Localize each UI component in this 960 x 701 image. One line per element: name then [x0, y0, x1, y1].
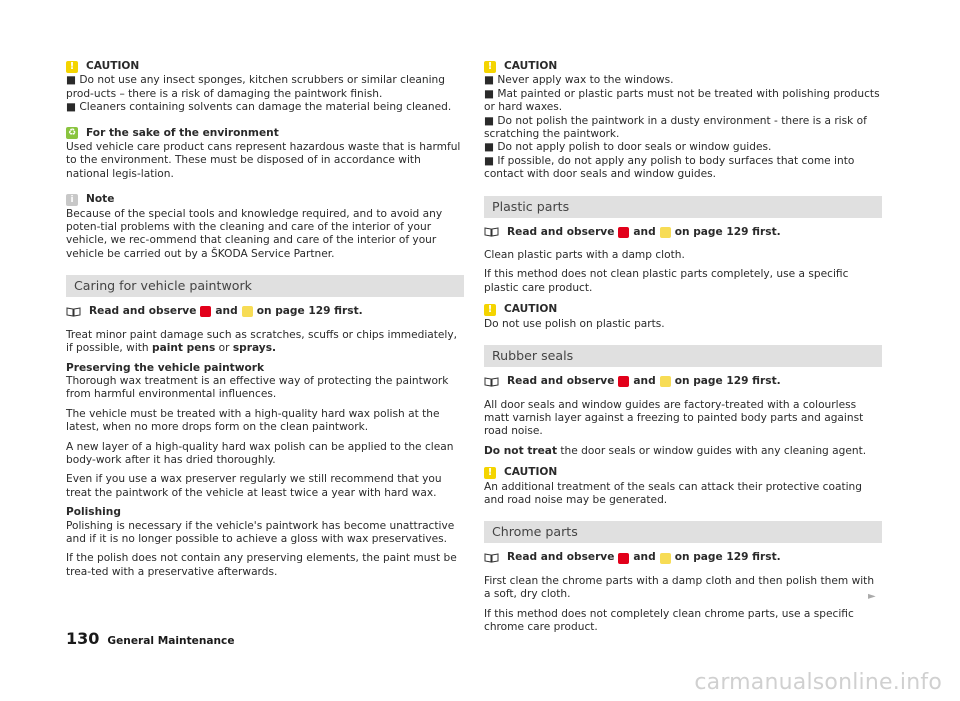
- caution-item: ■ Do not use any insect sponges, kitchen scrubbers or similar cleaning prod-ucts – there is a risk of damaging the paintwork finish.: [66, 74, 445, 100]
- paragraph: Treat minor paint damage such as scratches, scuffs or chips immediately, if possible, with paint pens or sprays.: [66, 328, 458, 355]
- book-icon: [66, 307, 81, 317]
- caution-icon: [484, 61, 496, 73]
- note-header: [66, 193, 464, 206]
- page-number: 130: [66, 629, 100, 648]
- ref-and: and: [633, 375, 656, 388]
- book-icon: [484, 227, 499, 237]
- recycle-icon: [66, 127, 78, 139]
- warning-icon: [200, 306, 211, 317]
- caution-small-icon: [660, 227, 671, 238]
- caution-item: ■ Cleaners containing solvents can damage the material being cleaned.: [66, 101, 452, 114]
- caution-icon: [484, 304, 496, 316]
- caution-header: [484, 466, 882, 479]
- ref-page: on page 129 first.: [256, 305, 363, 318]
- caution-text: Do not use polish on plastic parts.: [484, 317, 665, 330]
- left-column: [66, 60, 464, 585]
- watermark: carmanualsonline.info: [694, 670, 942, 695]
- caution-text: An additional treatment of the seals can attack their protective coating and road noise may be generated.: [484, 480, 862, 506]
- ref-page: on page 129 first.: [674, 551, 781, 564]
- paragraph: If this method does not clean plastic parts completely, use a specific plastic care product.: [484, 268, 849, 294]
- right-column: [484, 60, 882, 640]
- caution-title: CAUTION: [504, 466, 558, 479]
- section-heading-plastic: Plastic parts: [484, 196, 882, 218]
- caution-item: ■ If possible, do not apply any polish to body surfaces that come into contact with door seals and window guides.: [484, 154, 855, 181]
- book-icon: [484, 377, 499, 387]
- chapter-title: General Maintenance: [107, 635, 235, 647]
- ref-page: on page 129 first.: [674, 375, 781, 388]
- caution-item: ■ Never apply wax to the windows.: [484, 74, 674, 87]
- ref-and: and: [633, 225, 656, 238]
- subheading-polishing: Polishing: [66, 506, 121, 519]
- ref-and: and: [633, 551, 656, 564]
- warning-icon: [618, 227, 629, 238]
- caution-icon: [484, 467, 496, 479]
- page-footer: [66, 629, 235, 648]
- ref-and: and: [215, 305, 238, 318]
- caution-header: [66, 60, 464, 73]
- reference-line: [484, 551, 882, 564]
- subheading-preserving: Preserving the vehicle paintwork: [66, 361, 265, 374]
- caution-item: ■ Do not polish the paintwork in a dusty environment - there is a risk of scratching the paintwork.: [484, 114, 867, 141]
- warning-icon: [618, 553, 629, 564]
- ref-text: Read and observe: [507, 375, 615, 388]
- caution-title: CAUTION: [86, 60, 140, 72]
- paragraph: If the polish does not contain any preserving elements, the paint must be trea-ted with a preservative afterwards.: [66, 552, 457, 578]
- paragraph: Even if you use a wax preserver regularly we still recommend that you treat the paintwork of the vehicle at least twice a year with hard wax.: [66, 473, 442, 499]
- paragraph: The vehicle must be treated with a high-quality hard wax polish at the latest, when no more drops form on the clean paintwork.: [66, 407, 440, 434]
- paragraph: A new layer of a high-quality hard wax polish can be applied to the clean body-work after it has dried thoroughly.: [66, 440, 454, 466]
- section-heading-paintwork: Caring for vehicle paintwork: [66, 275, 464, 297]
- environment-text: Used vehicle care product cans represent hazardous waste that is harmful to the environment. These must be disposed of in accordance with national legis-lation.: [66, 141, 461, 180]
- book-icon: [484, 553, 499, 563]
- caution-small-icon: [660, 553, 671, 564]
- caution-header: [484, 303, 882, 316]
- reference-line: [484, 226, 882, 239]
- caution-icon: [66, 61, 78, 73]
- caution-small-icon: [660, 376, 671, 387]
- paragraph: All door seals and window guides are factory-treated with a colourless matt varnish layer against a freezing to painted body parts and against road noise.: [484, 398, 864, 438]
- ref-text: Read and observe: [89, 305, 197, 318]
- warning-icon: [618, 376, 629, 387]
- paragraph: First clean the chrome parts with a damp cloth and then polish them with a soft, dry cloth.: [484, 574, 875, 601]
- note-text: Because of the special tools and knowledge required, and to avoid any poten-tial problems with the cleaning and care of the interior of your vehicle, we rec-ommend that cleaning and care of the interior of your vehicle be carried out by a ŠKODA Service Partner.: [66, 207, 443, 260]
- section-heading-rubber: Rubber seals: [484, 345, 882, 367]
- paragraph: Do not treat the door seals or window guides with any cleaning agent.: [484, 444, 867, 457]
- section-heading-chrome: Chrome parts: [484, 521, 882, 543]
- caution-item: ■ Do not apply polish to door seals or window guides.: [484, 141, 772, 154]
- caution-title: CAUTION: [504, 303, 558, 316]
- paragraph: Clean plastic parts with a damp cloth.: [484, 249, 685, 262]
- environment-header: [66, 127, 464, 140]
- environment-title: For the sake of the environment: [86, 126, 279, 139]
- paragraph: Thorough wax treatment is an effective way of protecting the paintwork from harmful environmental influences.: [66, 374, 449, 401]
- caution-item: ■ Mat painted or plastic parts must not be treated with polishing products or hard waxes.: [484, 87, 880, 114]
- caution-header: [484, 60, 882, 73]
- ref-page: on page 129 first.: [674, 225, 781, 238]
- reference-line: [484, 375, 882, 388]
- note-title: Note: [86, 193, 115, 206]
- paragraph: If this method does not completely clean chrome parts, use a specific chrome care product.: [484, 607, 854, 633]
- continue-arrow-icon: ►: [868, 591, 876, 602]
- caution-small-icon: [242, 306, 253, 317]
- ref-text: Read and observe: [507, 225, 615, 238]
- caution-title: CAUTION: [504, 60, 558, 72]
- paragraph: Polishing is necessary if the vehicle's paintwork has become unattractive and if it is no longer possible to achieve a gloss with wax preservatives.: [66, 519, 455, 545]
- reference-line: [66, 305, 464, 318]
- ref-text: Read and observe: [507, 551, 615, 564]
- info-icon: [66, 194, 78, 206]
